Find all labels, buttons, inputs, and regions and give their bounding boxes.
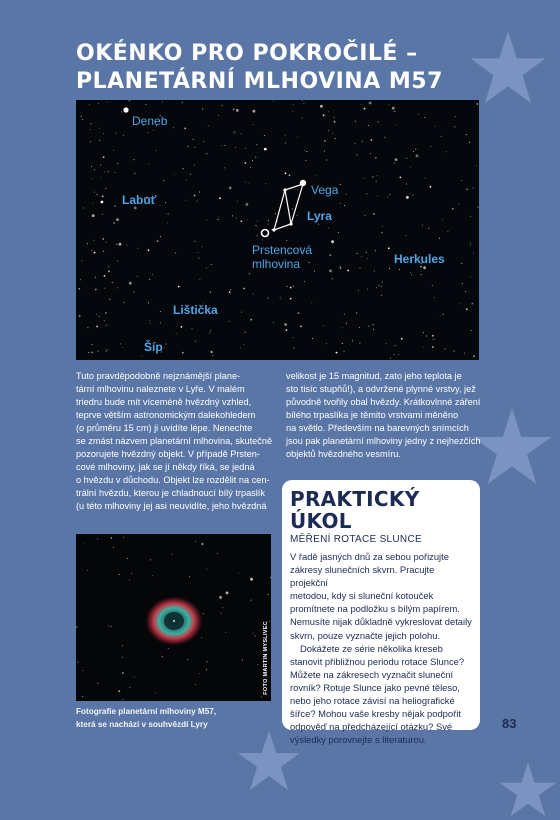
label-ring-nebula-line-1: Prstencová xyxy=(252,243,313,257)
page-title xyxy=(76,40,496,96)
ring-nebula-image xyxy=(76,534,271,701)
task-line: rovník? Rotuje Slunce jako pevné těleso, xyxy=(290,681,460,693)
caption-line-2: která se nachází v souhvězdí Lyry xyxy=(76,720,208,729)
task-line: V řadě jasných dnů za sebou pořizujte xyxy=(290,551,449,562)
practical-task-box xyxy=(282,480,480,746)
task-line: promítnete na podložku s bílým papírem. xyxy=(290,603,460,615)
body-right-line: bílého trpaslíka je těmito vrstvami měněno xyxy=(286,410,459,420)
caption-line-1: Fotografie planetární mlhoviny M57, xyxy=(76,707,217,716)
task-subheading: MĚŘENÍ ROTACE SLUNCE xyxy=(290,534,422,545)
lyra-constellation-lines xyxy=(76,100,479,360)
title-line-2: PLANETÁRNÍ MLHOVINA M57 xyxy=(76,69,443,94)
body-right-line: velikost je 15 magnitud, zato jeho teplota je xyxy=(286,371,462,381)
body-right-line: původně tvořily obal hvězdy. Krátkovlnné záření xyxy=(286,397,481,407)
label-herkules: Herkules xyxy=(394,252,445,266)
task-line: stanovit přibližnou periodu rotace Slunce? xyxy=(290,655,465,667)
task-line: metodou, kdy si sluneční kotouček xyxy=(290,590,434,602)
body-right-line: objektů hvězdného vesmíru. xyxy=(286,449,401,459)
photo-credit: FOTO MARTIN MYSLIVEC xyxy=(263,621,269,695)
body-left-line: (u této mlhoviny jej asi neuvidíte, jeho hvězdná xyxy=(76,501,267,511)
label-labut: Labuť xyxy=(122,193,157,207)
task-line: Dokážete ze série několika kreseb xyxy=(300,642,443,654)
body-right-line: sto tisíc stupňů!), a odvržené plynné vrstvy, jež xyxy=(286,384,476,394)
body-left-line: teprve větším astronomickým dalekohledem xyxy=(76,410,256,420)
label-deneb: Deneb xyxy=(132,114,168,128)
task-line: skvrn, pouze vyznačte jejich polohu. xyxy=(290,629,441,641)
task-heading: PRAKTICKÝ ÚKOL xyxy=(290,487,420,533)
task-line: šířce? Mohou vaše kresby nějak podpořit xyxy=(290,708,461,720)
task-line: nebo jeho rotace závisí na heliografické xyxy=(290,695,455,707)
task-line: Můžete na zákresech vyznačit sluneční xyxy=(290,668,454,680)
task-line: výsledky porovnejte s literaturou. xyxy=(290,734,427,746)
photo-caption xyxy=(76,705,276,731)
label-sip: Šíp xyxy=(144,340,163,354)
label-vega: Vega xyxy=(311,183,339,197)
body-left-line: se zmást názvem planetární mlhovina, skutečně xyxy=(76,436,273,446)
task-line: Nemusíte nijak důkladně vykreslovat detaily xyxy=(290,616,472,628)
body-text-right xyxy=(286,370,482,461)
body-left-line: (o průměru 15 cm) ji uvidíte lépe. Nenechte xyxy=(76,423,253,433)
body-left-line: cové mlhoviny, jak se jí někdy říká, se jedná xyxy=(76,462,255,472)
nebula-photo xyxy=(76,534,271,701)
body-left-line: trální hvězdu, kterou je chladnoucí bílý trpaslík xyxy=(76,488,265,498)
title-line-1: OKÉNKO PRO POKROČILÉ – xyxy=(76,41,418,66)
body-right-line: jsou pak planetární mlhoviny jedny z nejhezčích xyxy=(286,436,481,446)
body-left-line: pozorujete hvězdný objekt. V případě Prsten- xyxy=(76,449,260,459)
task-line: zákresy slunečních skvrn. Pracujte projekční xyxy=(290,564,435,589)
body-left-line: triedru bude mít víceméně hvězdný vzhled, xyxy=(76,397,252,407)
label-listicka: Lištička xyxy=(173,303,218,317)
body-left-line: o hvězdu v důchodu. Objekt lze rozdělit na cen- xyxy=(76,475,270,485)
background-star-icon xyxy=(498,760,558,820)
page-number: 83 xyxy=(502,716,517,731)
task-paragraph-2 xyxy=(290,642,474,747)
label-lyra: Lyra xyxy=(307,209,332,223)
background-star-icon xyxy=(470,405,554,489)
star-map xyxy=(76,100,479,360)
body-left-line: Tuto pravděpodobně nejznámější plane- xyxy=(76,371,241,381)
label-ring-nebula-line-2: mlhovina xyxy=(252,257,301,271)
body-text-left xyxy=(76,370,276,513)
task-paragraph-1 xyxy=(290,550,474,642)
body-right-line: na světlo. Především na barevných snímcích xyxy=(286,423,469,433)
body-left-line: tární mlhovinu naleznete v Lyře. V malém xyxy=(76,384,245,394)
task-line: odpověď na předcházející otázku? Své xyxy=(290,721,453,733)
